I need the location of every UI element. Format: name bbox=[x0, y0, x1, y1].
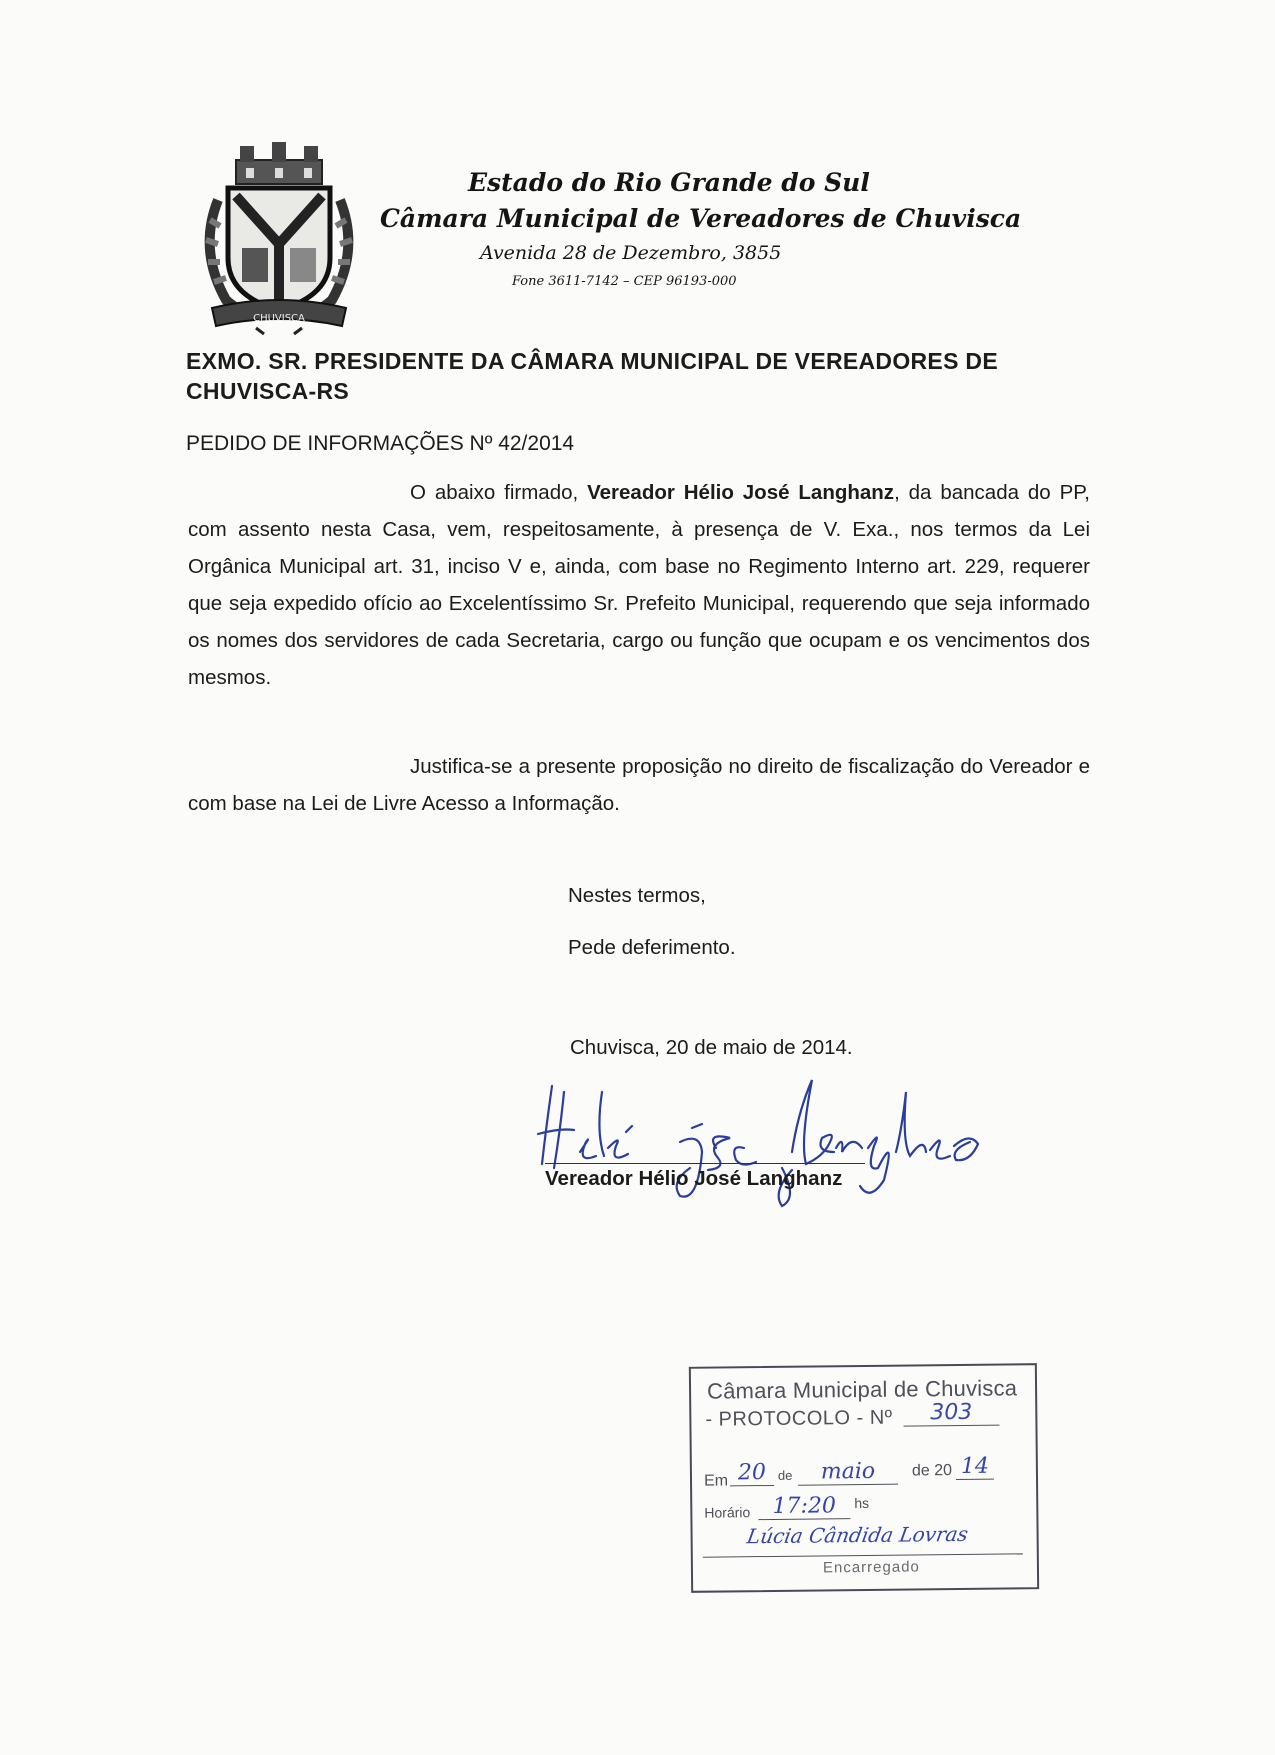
stamp-date-prefix: Em bbox=[703, 1472, 729, 1490]
stamp-title: Câmara Municipal de Chuvisca bbox=[706, 1375, 1018, 1404]
closing-line-1: Nestes termos, bbox=[568, 884, 706, 907]
stamp-year-suffix: 14 bbox=[956, 1454, 994, 1480]
stamp-de-label: de bbox=[777, 1467, 793, 1483]
body-paragraph-1 bbox=[188, 474, 1090, 696]
recipient-heading: EXMO. SR. PRESIDENTE DA CÂMARA MUNICIPAL DE VEREADORES DE CHUVISCA-RS bbox=[186, 348, 998, 404]
paragraph-2-text: Justifica-se a presente proposição no direito de fiscalização do Vereador e com base na Lei de Livre Acesso a Informação. bbox=[188, 755, 1090, 815]
request-title: PEDIDO DE INFORMAÇÕES Nº 42/2014 bbox=[186, 432, 575, 455]
stamp-receiver-signature: Lúcia Cândida Lovras bbox=[745, 1521, 970, 1549]
letterhead-address: Avenida 28 de Dezembro, 3855 bbox=[480, 242, 782, 264]
letterhead-phone: Fone 3611-7142 – CEP 96193-000 bbox=[512, 274, 737, 289]
signature-line bbox=[545, 1163, 865, 1164]
protocol-stamp bbox=[689, 1363, 1039, 1593]
stamp-time: 17:20 bbox=[758, 1493, 850, 1520]
stamp-month: maio bbox=[798, 1459, 898, 1486]
stamp-day: 20 bbox=[730, 1460, 774, 1486]
crest-ribbon-label: CHUVISCA bbox=[253, 313, 305, 324]
stamp-hours-suffix: hs bbox=[854, 1494, 870, 1512]
stamp-signature-line bbox=[703, 1553, 1023, 1557]
stamp-time-label: Horário bbox=[704, 1504, 751, 1521]
stamp-protocol-number: 303 bbox=[903, 1400, 999, 1427]
paragraph-1-intro: O abaixo firmado, bbox=[410, 481, 588, 504]
handwritten-signature bbox=[530, 1072, 1000, 1212]
body-paragraph-2 bbox=[188, 748, 1090, 822]
stamp-protocol-label: - PROTOCOLO - Nº bbox=[705, 1406, 893, 1431]
signer-printed-name: Vereador Hélio José Langhanz bbox=[545, 1167, 843, 1190]
paragraph-1-text: , da bancada do PP, com assento nesta Casa, vem, respeitosamente, à presença de V. Exa., nos termos da Lei Orgânica Municipal art. 31, inciso V e, ainda, com base no Regimento Interno art. 229, requerer que seja expedido ofício ao Excelentíssimo Sr. Prefeito Municipal, requerendo que seja informado os nomes dos servidores de cada Secretaria, cargo ou função que ocupam e os vencimentos dos mesmos. bbox=[188, 481, 1091, 689]
closing-line-2: Pede deferimento. bbox=[568, 936, 736, 959]
stamp-year-prefix: de 20 bbox=[911, 1462, 953, 1480]
letterhead-state: Estado do Rio Grande do Sul bbox=[468, 168, 870, 197]
letterhead-chamber: Câmara Municipal de Vereadores de Chuvisca bbox=[380, 204, 1022, 233]
municipal-coat-of-arms bbox=[196, 140, 362, 336]
place-and-date: Chuvisca, 20 de maio de 2014. bbox=[570, 1036, 853, 1059]
stamp-footer: Encarregado bbox=[822, 1558, 920, 1577]
councilor-name: Vereador Hélio José Langhanz bbox=[587, 481, 895, 504]
